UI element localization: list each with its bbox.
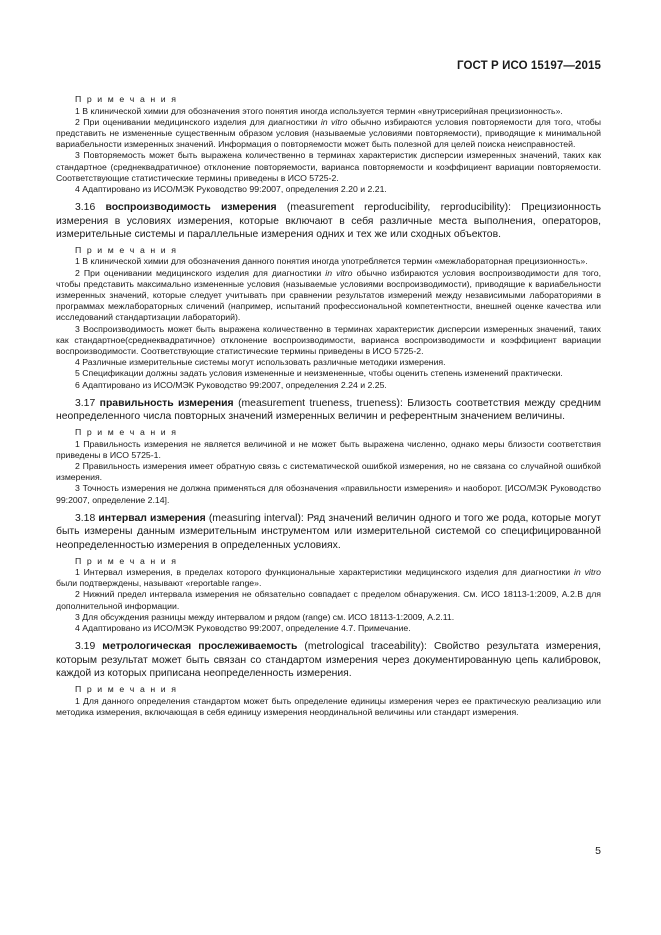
notes-title: П р и м е ч а н и я [75,94,178,104]
notes-block-0 [56,94,601,195]
note: 3 Воспроизводимость может быть выражена количественно в терминах характеристик дисперсии измеренных значений, таких как стандартное(среднеквадратичное) отклонение воспроизводимости, варианса воспроизводимости и коэффициент вариации воспроизводимости. Соответствующие статистические термины приведены в ИСО 5725-2. [56,323,601,357]
term-text: (measuring interval): Ряд значений величин одного и того же рода, которые могут быть измерены данным измерительным инструментом или измерительной системой со специфицированной неопределенностью измерения в определенных условиях. [56,512,601,551]
term-definition [56,201,601,242]
notes-title: П р и м е ч а н и я [75,244,178,255]
term-text: (metrological traceability): Свойство результата измерения, которым результат может быть связан со стандартом измерения через документированную цепь калибровок, каждой из которых приписана неопределенность измерения. [56,641,602,680]
note: 2 При оценивании медицинского изделия для диагностики in vitro обычно избираются условия воспроизводимости для того, чтобы представить максимально измененные условия (называемые условиями воспроизводимости), приводящие к вариабельности измеренных значений, которые следует учитывать при сравнении результатов измерений между независимыми лабораториями в программах межлабораторных сличений (например, испытаний профессиональной компетентности, внешней оценке качества или исследований стандартизации лабораторий). [56,267,602,323]
section-3-18 [56,512,601,553]
note: 6 Адаптировано из ИСО/МЭК Руководство 99:2007, определения 2.24 и 2.25. [75,379,387,390]
term-definition [56,512,601,553]
notes-title: П р и м е ч а н и я [75,555,178,566]
term-number: 3.16 [75,202,96,214]
notes-block-3-16 [56,245,601,391]
notes-block-3-19 [56,684,601,718]
term-name: интервал измерения [98,512,206,524]
term-definition [56,397,601,424]
doc-code: ГОСТ Р ИСО 15197—2015 [456,60,601,72]
note: 1 Правильность измерения не является величиной и не может быть выражена численно, однако меры близости соответствия приведены в ИСО 5725-1. [56,438,601,460]
note: 1 В клинической химии для обозначения этого понятия иногда используется термин «внутрисерийная прецизионность». [75,105,563,116]
note: 3 Повторяемость может быть выражена количественно в терминах характеристик дисперсии измеренных значений, таких как стандартное (среднеквадратичное) отклонение повторяемости, варианса повторяемости и коэффициент вариации повторяемости. Соответствующие статистические термины приведены в ИСО 5725-2. [56,150,601,183]
section-3-19 [56,640,601,681]
note: 4 Адаптировано из ИСО/МЭК Руководство 99:2007, определение 4.7. Примечание. [75,623,411,634]
note: 1 Интервал измерения, в пределах которого функциональные характеристики медицинского изделия для диагностики in vitro были подтверждены, называют «reportable range». [56,567,602,589]
term-name: правильность измерения [99,397,234,409]
notes-title: П р и м е ч а н и я [75,684,178,695]
term-definition [56,640,601,681]
section-3-16 [56,201,601,242]
note: 1 Для данного определения стандартом может быть определение единицы измерения через ее практическую реализацию или методика измерения, включающая в себя единицу измерения неординальной величины или стандарт измерения. [56,695,601,717]
notes-title: П р и м е ч а н и я [75,427,178,438]
note: 4 Различные измерительные системы могут использовать различные методики измерения. [75,357,446,368]
section-3-17 [56,397,601,424]
note: 3 Для обсуждения разницы между интервалом и рядом (range) см. ИСО 18113-1:2009, А.2.11. [75,611,455,622]
term-number: 3.19 [75,641,96,653]
page-content [56,94,601,724]
note: 2 Правильность измерения имеет обратную связь с систематической ошибкой измерения, но не связана со случайной ошибкой измерения. [56,460,601,483]
note: 4 Адаптировано из ИСО/МЭК Руководство 99:2007, определения 2.20 и 2.21. [75,183,387,194]
note: 2 При оценивании медицинского изделия для диагностики in vitro обычно избираются условия повторяемости для того, чтобы представить не измененные существенным образом условия (называемые условиями повторяемости), приводящие к минимальной вариабельности измеренных значений. Информация о повторяемости может быть полезной для целей поиска неисправностей. [56,116,601,150]
notes-block-3-18 [56,556,601,635]
term-name: воспроизводимость измерения [105,202,277,214]
page-number: 5 [595,845,601,857]
note: 3 Точность измерения не должна применяться для обозначения «правильности измерения» и наоборот. [ИСО/МЭК Руководство 99:2007, определение 2.14]. [56,483,601,505]
notes-block-3-17 [56,427,601,506]
note: 1 В клинической химии для обозначения данного понятия иногда употребляется термин «межлабораторная прецизионность». [75,256,588,267]
term-number: 3.18 [75,512,96,524]
term-text: (measurement trueness, trueness): Близость соответствия между средним неопределенного числа повторных значений измеренных величин и референтным значением величины. [56,397,602,423]
note: 2 Нижний предел интервала измерения не обязательно совпадает с пределом обнаружения. См. ИСО 18113-1:2009, А.2.В для дополнительной информации. [56,589,601,611]
document-header [56,60,601,72]
term-text: (measurement reproducibility, reproducibility): Прецизионность измерения в условиях измерения, которые включают в себя различные места выполнения, операторов, измерительные системы и параллельные измерения одних и тех же или сходных объектов. [56,202,602,241]
term-number: 3.17 [75,397,96,409]
term-name: метрологическая прослеживаемость [102,641,298,653]
note: 5 Спецификации должны задать условия измененные и неизмененные, чтобы оценить степень изменений практически. [75,368,563,379]
